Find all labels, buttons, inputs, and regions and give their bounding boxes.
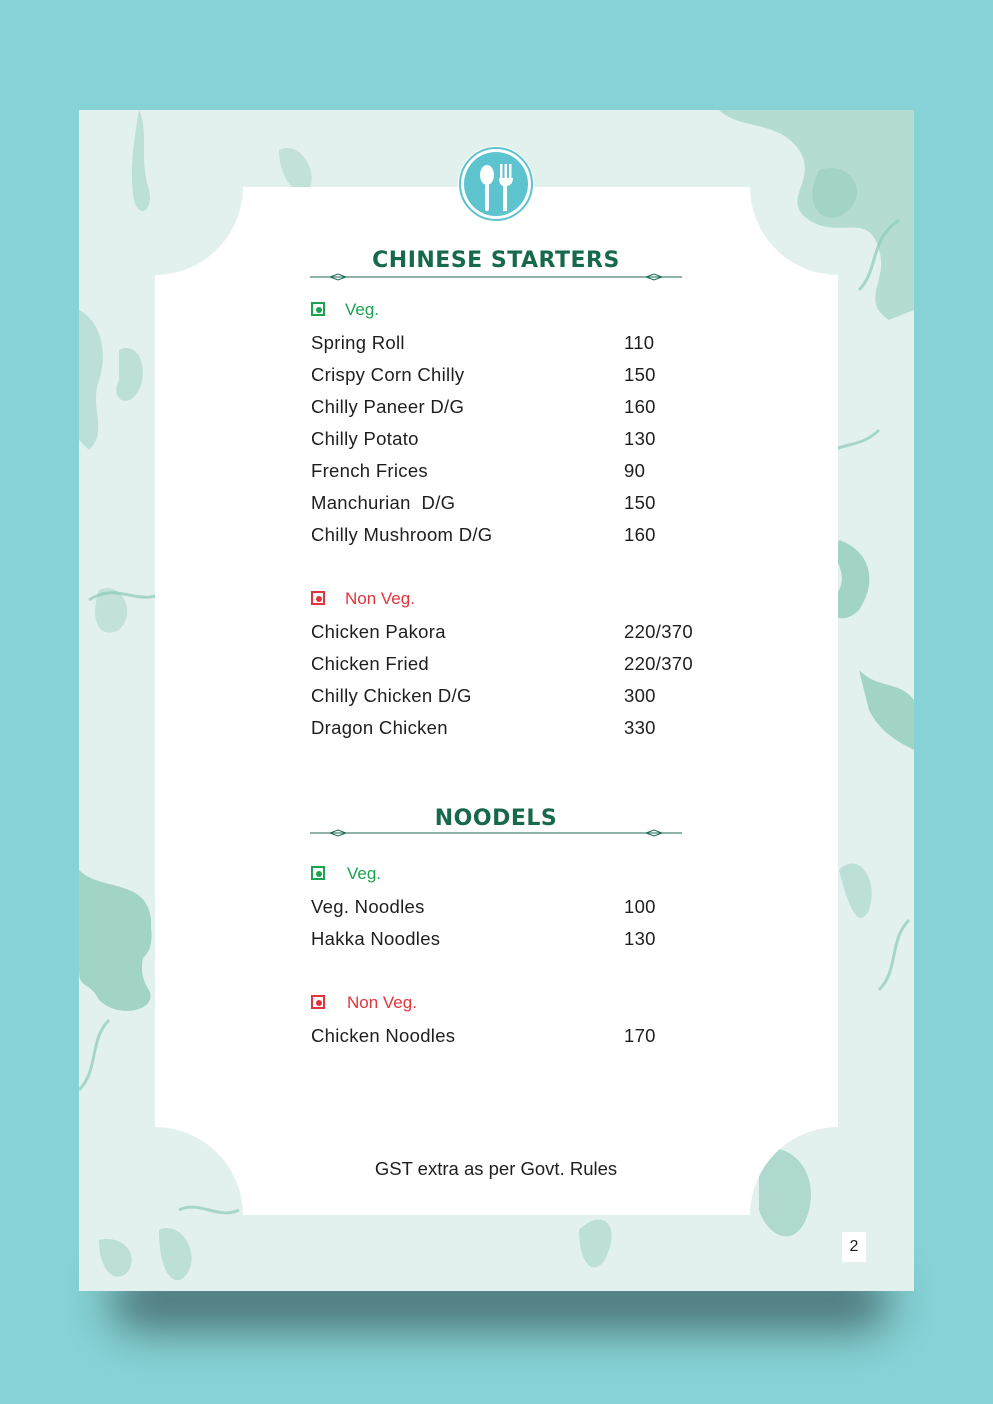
section-title: NOODELS bbox=[434, 806, 558, 831]
list-item bbox=[311, 928, 731, 952]
list-item bbox=[311, 332, 731, 356]
item-name: Chilly Chicken D/G bbox=[311, 685, 472, 706]
item-price: 330 bbox=[624, 717, 656, 738]
item-price: 110 bbox=[624, 332, 655, 353]
item-price: 300 bbox=[624, 685, 656, 706]
item-name: Hakka Noodles bbox=[311, 928, 441, 949]
item-price: 150 bbox=[624, 492, 656, 513]
item-name: Chilly Potato bbox=[311, 428, 419, 449]
nonveg-symbol-icon bbox=[311, 591, 325, 605]
item-name: Dragon Chicken bbox=[311, 717, 448, 738]
item-name: Crispy Corn Chilly bbox=[311, 364, 465, 385]
nonveg-category bbox=[311, 589, 415, 609]
category-label: Non Veg. bbox=[345, 589, 415, 608]
item-name: Spring Roll bbox=[311, 332, 405, 353]
page-number: 2 bbox=[842, 1232, 866, 1262]
item-price: 130 bbox=[624, 428, 656, 449]
list-item bbox=[311, 621, 731, 645]
item-price: 160 bbox=[624, 396, 656, 417]
list-item bbox=[311, 492, 731, 516]
category-label: Veg. bbox=[345, 300, 380, 319]
item-price: 150 bbox=[624, 364, 656, 385]
list-item bbox=[311, 717, 731, 741]
section-title: CHINESE STARTERS bbox=[372, 248, 620, 273]
divider-ornament bbox=[310, 828, 682, 838]
veg-category bbox=[311, 300, 379, 320]
list-item bbox=[311, 364, 731, 388]
item-name: Chilly Paneer D/G bbox=[311, 396, 465, 417]
item-price: 170 bbox=[624, 1025, 656, 1046]
item-name: Chicken Fried bbox=[311, 653, 430, 674]
item-name: French Frices bbox=[311, 460, 428, 481]
nonveg-symbol-icon bbox=[311, 995, 325, 1009]
list-item bbox=[311, 396, 731, 420]
item-name: Veg. Noodles bbox=[311, 896, 425, 917]
divider-ornament bbox=[310, 272, 682, 282]
list-item bbox=[311, 524, 731, 548]
item-name: Manchurian D/G bbox=[311, 492, 456, 513]
category-label: Veg. bbox=[347, 864, 382, 883]
list-item bbox=[311, 653, 731, 677]
item-price: 100 bbox=[624, 896, 656, 917]
list-item bbox=[311, 1025, 731, 1049]
item-price: 220/370 bbox=[624, 621, 693, 642]
item-price: 220/370 bbox=[624, 653, 693, 674]
item-name: Chilly Mushroom D/G bbox=[311, 524, 493, 545]
item-price: 160 bbox=[624, 524, 656, 545]
item-name: Chicken Pakora bbox=[311, 621, 446, 642]
nonveg-category bbox=[311, 993, 417, 1013]
veg-category bbox=[311, 864, 381, 884]
tax-note: GST extra as per Govt. Rules bbox=[374, 1158, 618, 1179]
veg-symbol-icon bbox=[311, 302, 325, 316]
list-item bbox=[311, 428, 731, 452]
item-name: Chicken Noodles bbox=[311, 1025, 456, 1046]
item-price: 130 bbox=[624, 928, 656, 949]
list-item bbox=[311, 460, 731, 484]
list-item bbox=[311, 685, 731, 709]
veg-symbol-icon bbox=[311, 866, 325, 880]
category-label: Non Veg. bbox=[347, 993, 417, 1012]
item-price: 90 bbox=[624, 460, 646, 481]
list-item bbox=[311, 896, 731, 920]
